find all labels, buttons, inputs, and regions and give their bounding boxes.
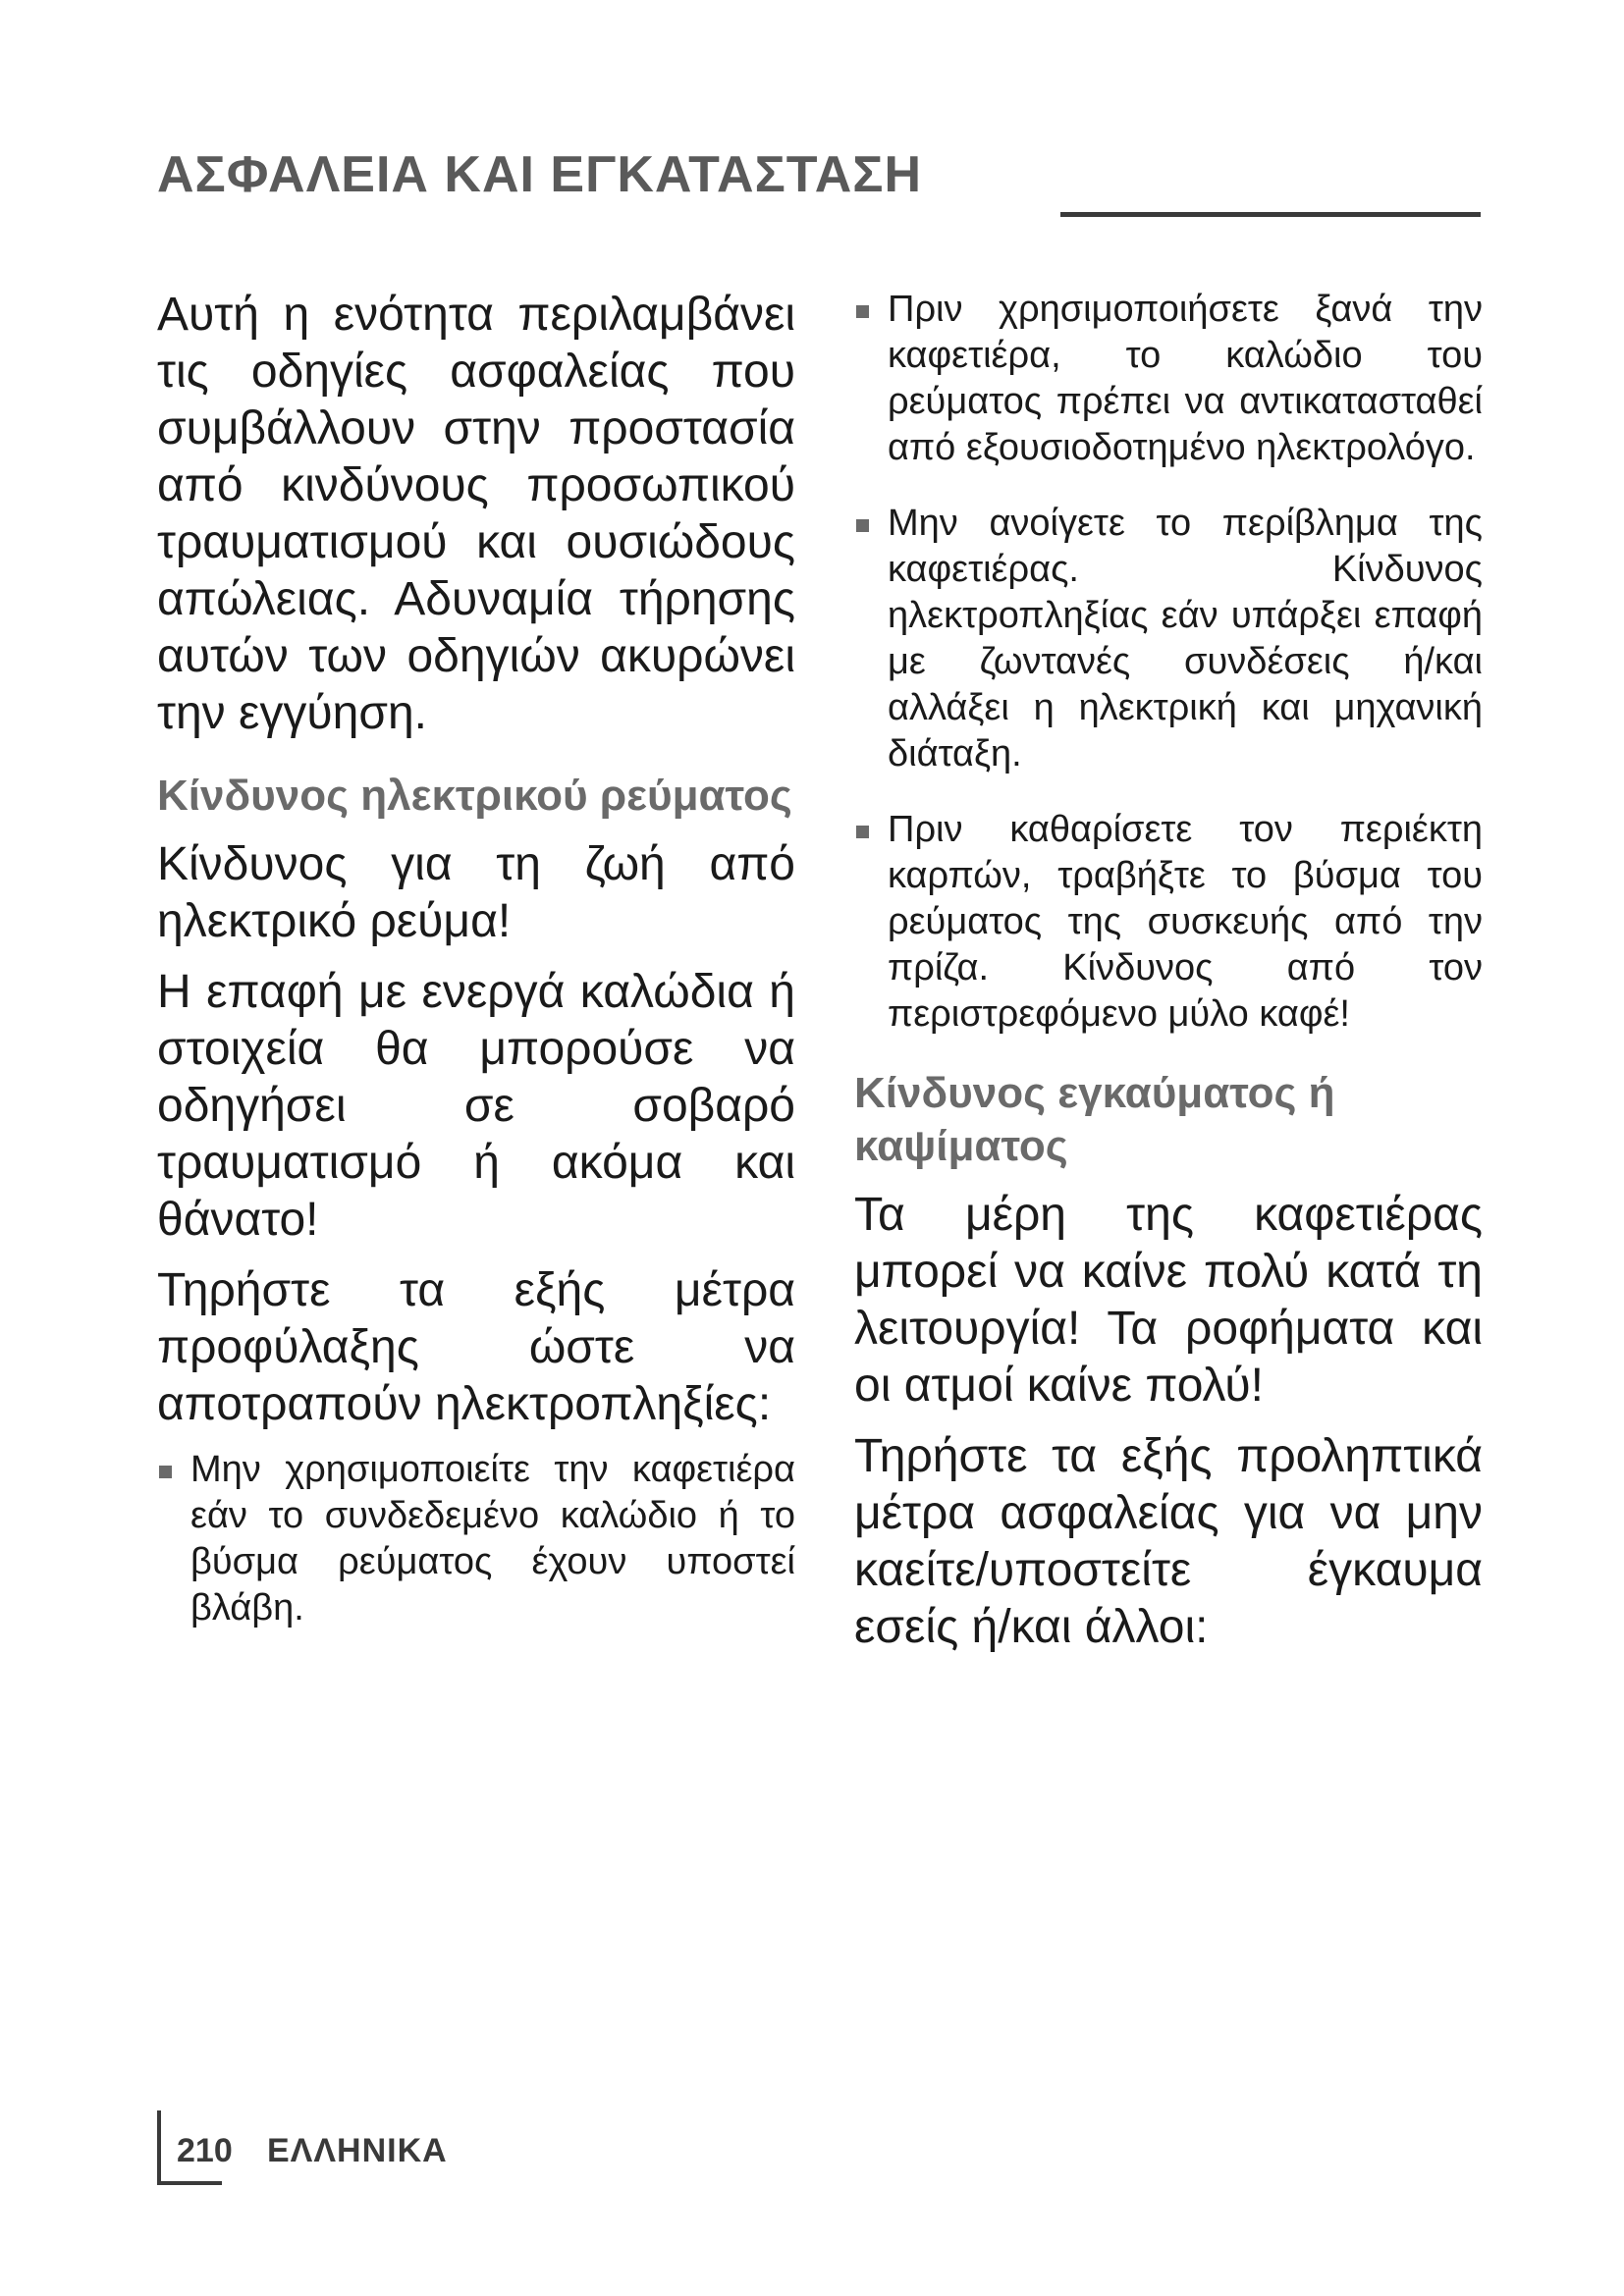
bullet-square-icon: [159, 1466, 172, 1478]
hot-parts-paragraph: Τα μέρη της καφετιέρας μπορεί να καίνε πολύ κατά τη λειτουργία! Τα ροφήματα και οι ατμοί καίνε πολύ!: [854, 1189, 1483, 1412]
title-rule: [1060, 212, 1481, 217]
list-item: [157, 1447, 795, 1631]
burn-hazard-heading: Κίνδυνος εγκαύματος ή καψίματος: [854, 1069, 1335, 1170]
list-item: [854, 501, 1483, 777]
footer-bracket-horizontal: [157, 2181, 222, 2185]
page-number: 210: [177, 2132, 233, 2169]
page-footer: [157, 2110, 550, 2185]
bullet-text: Πριν χρησιμοποιήσετε ξανά την καφετιέρα, το καλώδιο του ρεύματος πρέπει να αντικατασταθεί από εξουσιοδοτημένο ηλεκτρολόγο.: [888, 289, 1483, 468]
list-item: [854, 287, 1483, 471]
bullet-text: Πριν καθαρίσετε τον περιέκτη καρπών, τραβήξτε το βύσμα του ρεύματος της συσκευής από την πρίζα. Κίνδυνος από τον περιστρεφόμενο μύλο καφέ!: [888, 809, 1483, 1035]
measures-paragraph: Τηρήστε τα εξής μέτρα προφύλαξης ώστε να αποτραπούν ηλεκτροπληξίες:: [157, 1264, 795, 1430]
left-bullet-list: [157, 1447, 795, 1631]
bullet-square-icon: [856, 519, 869, 532]
footer-language: ΕΛΛΗΝΙΚΑ: [267, 2132, 448, 2169]
intro-paragraph: Αυτή η ενότητα περιλαμβάνει τις οδηγίες ασφαλείας που συμβάλλουν στην προστασία από κινδύνους προσωπικού τραυματισμού και ουσιώδους απώλειας. Αδυναμία τήρησης αυτών των οδηγιών ακυρώνει την εγγύηση.: [157, 289, 795, 739]
bullet-text: Μην ανοίγετε το περίβλημα της καφετιέρας. Κίνδυνος ηλεκτροπληξίας εάν υπάρξει επαφή με ζωντανές συνδέσεις ή/και αλλάξει η ηλεκτρική και μηχανική διάταξη.: [888, 503, 1483, 774]
danger-paragraph: Κίνδυνος για τη ζωή από ηλεκτρικό ρεύμα!: [157, 838, 795, 947]
bullet-square-icon: [856, 305, 869, 318]
electric-hazard-heading: Κίνδυνος ηλεκτρικού ρεύματος: [157, 772, 792, 820]
page-title: ΑΣΦΑΛΕΙΑ ΚΑΙ ΕΓΚΑΤΑΣΤΑΣΗ: [157, 146, 923, 203]
bullet-square-icon: [856, 826, 869, 838]
page-header: [157, 145, 1481, 224]
bullet-text: Μην χρησιμοποιείτε την καφετιέρα εάν το συνδεδεμένο καλώδιο ή το βύσμα ρεύματος έχουν υποστεί βλάβη.: [190, 1449, 795, 1629]
right-column: [854, 287, 1483, 1670]
list-item: [854, 807, 1483, 1038]
precautions-paragraph: Τηρήστε τα εξής προληπτικά μέτρα ασφαλείας για να μην καείτε/υποστείτε έγκαυμα εσείς ή/και άλλοι:: [854, 1430, 1483, 1653]
footer-bracket-vertical: [157, 2110, 161, 2185]
contact-warning-paragraph: Η επαφή με ενεργά καλώδια ή στοιχεία θα μπορούσε να οδηγήσει σε σοβαρό τραυματισμό ή ακόμα και θάνατο!: [157, 966, 795, 1246]
right-bullet-list: [854, 287, 1483, 1038]
left-column: [157, 287, 795, 1661]
